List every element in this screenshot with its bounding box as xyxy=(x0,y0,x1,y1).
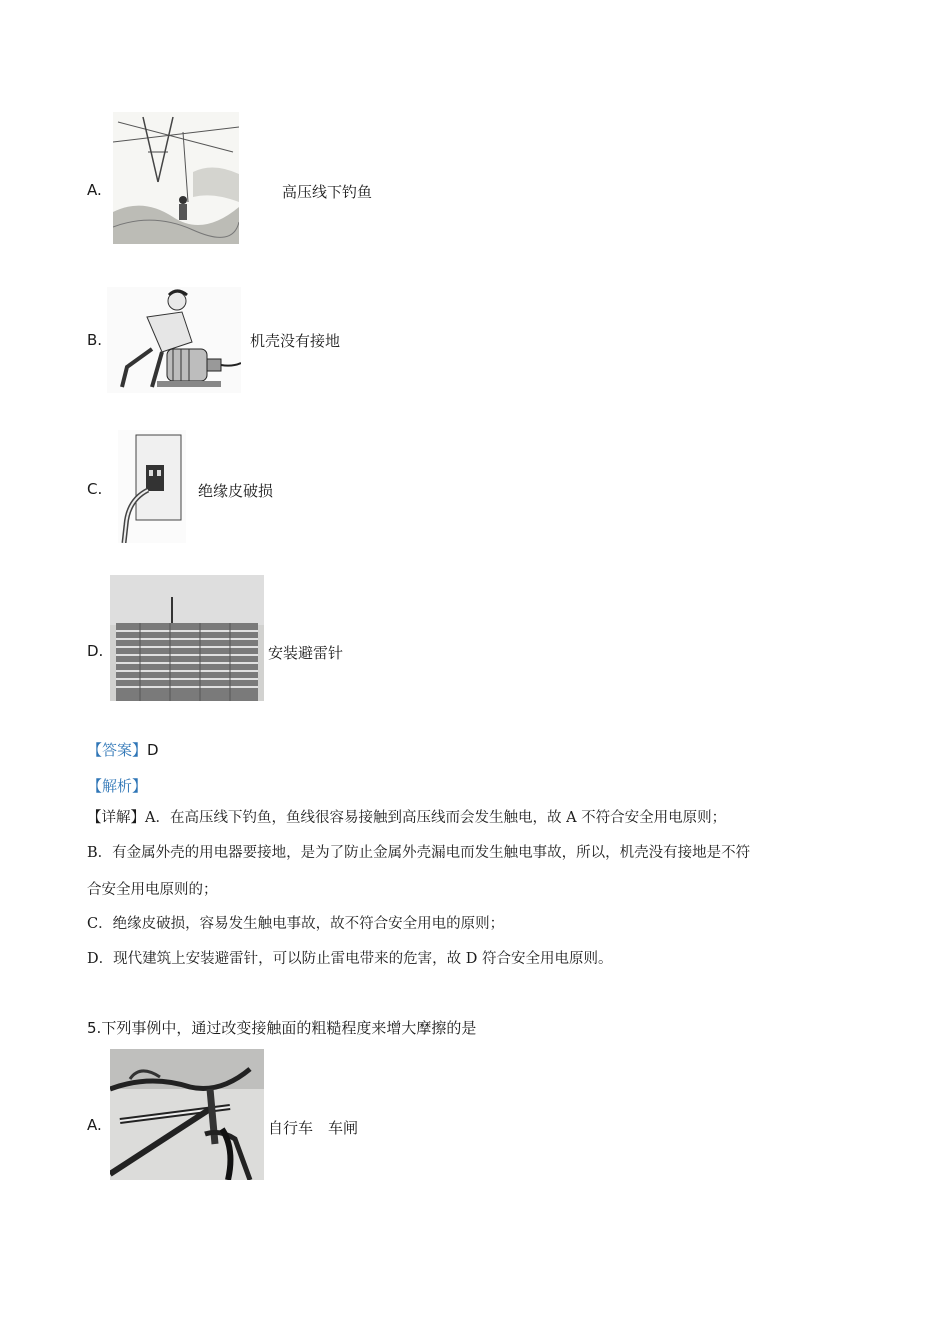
q5-option-a-caption: 自行车 车闸 xyxy=(268,1119,359,1137)
option-c-caption: 绝缘皮破损 xyxy=(198,482,274,500)
answer-value: D xyxy=(147,741,159,759)
option-a-letter: A. xyxy=(87,181,102,199)
answer-line xyxy=(87,739,159,760)
question-5 xyxy=(87,1017,476,1038)
answer-tag: 【答案】 xyxy=(87,741,148,759)
power-line-fishing-icon xyxy=(113,112,239,244)
detail-line-5: D．现代建筑上安装避雷针，可以防止雷电带来的危害，故 D 符合安全用电原则。 xyxy=(87,951,613,967)
option-d-letter: D. xyxy=(87,642,104,660)
question-number: 5. xyxy=(87,1019,102,1037)
detail-line-3: 合安全用电原则的； xyxy=(87,882,218,898)
q5-option-a-letter: A. xyxy=(87,1116,102,1134)
detail-line-4: C．绝缘皮破损，容易发生触电事故，故不符合安全用电的原则； xyxy=(87,916,505,932)
question-stem: 下列事例中，通过改变接触面的粗糙程度来增大摩擦的是 xyxy=(101,1019,477,1037)
bicycle-brake-icon xyxy=(110,1049,264,1180)
motor-no-ground-icon xyxy=(107,287,241,393)
damaged-insulation-plug-icon xyxy=(118,430,186,543)
option-c-letter: C. xyxy=(87,480,103,498)
building-lightning-rod-icon xyxy=(110,575,264,701)
option-a-caption: 高压线下钓鱼 xyxy=(282,183,373,201)
option-b-caption: 机壳没有接地 xyxy=(250,332,341,350)
option-b-letter: B. xyxy=(87,331,103,349)
detail-line-2: B．有金属外壳的用电器要接地，是为了防止金属外壳漏电而发生触电事故，所以，机壳没有接地是不符 xyxy=(87,845,751,861)
option-d-caption: 安装避雷针 xyxy=(268,644,344,662)
analysis-tag: 【解析】 xyxy=(87,777,148,795)
detail-line-1: 【详解】A．在高压线下钓鱼，鱼线很容易接触到高压线而会发生触电，故 A 不符合安全用电原则； xyxy=(87,810,727,826)
